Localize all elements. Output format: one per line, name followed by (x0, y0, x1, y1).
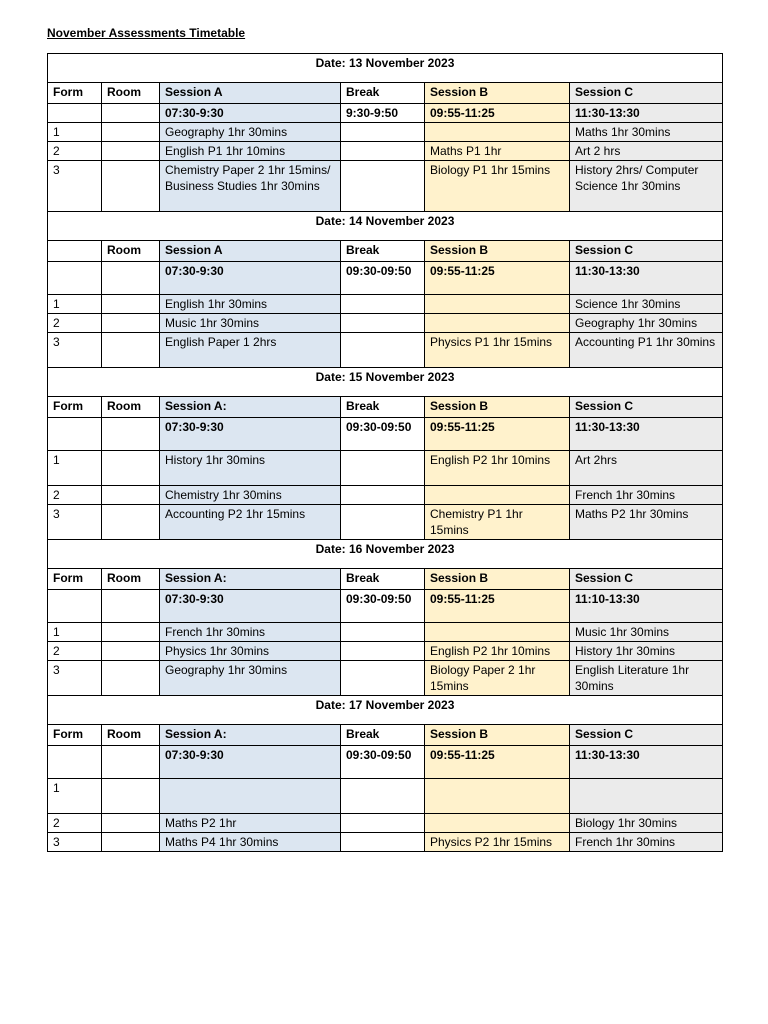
table-row (48, 295, 723, 314)
cell-session-c: Biology 1hr 30mins (570, 814, 723, 833)
column-header-session-a: Session A: (160, 725, 341, 746)
cell-session-b (425, 295, 570, 314)
cell-session-c: French 1hr 30mins (570, 486, 723, 505)
column-header-session-b: Session B (425, 397, 570, 418)
cell-session-c (570, 779, 723, 814)
cell-session-c: French 1hr 30mins (570, 833, 723, 852)
cell-form: 1 (48, 779, 102, 814)
cell-session-c: Art 2hrs (570, 451, 723, 486)
table-row (48, 161, 723, 212)
cell-room (102, 451, 160, 486)
cell-break (341, 295, 425, 314)
column-header-room: Room (102, 241, 160, 262)
column-header-room: Room (102, 83, 160, 104)
table-row (48, 623, 723, 642)
cell-session-a: Maths P4 1hr 30mins (160, 833, 341, 852)
cell-form: 3 (48, 333, 102, 368)
date-row (48, 368, 723, 397)
session-time-session-b: 09:55-11:25 (425, 590, 570, 623)
header-row (48, 83, 723, 104)
date-heading: Date: 16 November 2023 (48, 540, 723, 569)
cell-form: 3 (48, 161, 102, 212)
session-time-break: 9:30-9:50 (341, 104, 425, 123)
session-time-session-a: 07:30-9:30 (160, 746, 341, 779)
cell-session-b (425, 314, 570, 333)
session-time-session-c: 11:30-13:30 (570, 418, 723, 451)
session-times-row (48, 104, 723, 123)
column-header-session-c: Session C (570, 397, 723, 418)
cell-session-b: Physics P1 1hr 15mins (425, 333, 570, 368)
cell-form: 2 (48, 814, 102, 833)
session-time-room (102, 418, 160, 451)
table-row (48, 333, 723, 368)
session-time-form (48, 104, 102, 123)
date-heading: Date: 15 November 2023 (48, 368, 723, 397)
column-header-session-b: Session B (425, 241, 570, 262)
session-time-session-c: 11:30-13:30 (570, 262, 723, 295)
column-header-room: Room (102, 569, 160, 590)
column-header-session-c: Session C (570, 725, 723, 746)
cell-session-b (425, 486, 570, 505)
session-time-break: 09:30-09:50 (341, 590, 425, 623)
column-header-room: Room (102, 725, 160, 746)
cell-room (102, 314, 160, 333)
cell-session-b (425, 814, 570, 833)
cell-form: 3 (48, 833, 102, 852)
cell-form: 1 (48, 451, 102, 486)
column-header-form (48, 241, 102, 262)
cell-break (341, 623, 425, 642)
date-row (48, 540, 723, 569)
session-time-form (48, 418, 102, 451)
cell-session-b: Maths P1 1hr (425, 142, 570, 161)
cell-room (102, 161, 160, 212)
cell-session-b: English P2 1hr 10mins (425, 642, 570, 661)
cell-room (102, 333, 160, 368)
cell-session-c: History 1hr 30mins (570, 642, 723, 661)
cell-room (102, 642, 160, 661)
column-header-break: Break (341, 725, 425, 746)
date-heading: Date: 14 November 2023 (48, 212, 723, 241)
table-row (48, 833, 723, 852)
cell-form: 2 (48, 642, 102, 661)
session-times-row (48, 418, 723, 451)
cell-session-a: Geography 1hr 30mins (160, 123, 341, 142)
cell-break (341, 661, 425, 696)
cell-break (341, 833, 425, 852)
session-time-break: 09:30-09:50 (341, 418, 425, 451)
session-time-form (48, 590, 102, 623)
column-header-session-a: Session A: (160, 569, 341, 590)
table-row (48, 505, 723, 540)
session-time-room (102, 746, 160, 779)
cell-session-b (425, 623, 570, 642)
cell-form: 1 (48, 123, 102, 142)
column-header-session-b: Session B (425, 725, 570, 746)
table-row (48, 486, 723, 505)
table-row (48, 642, 723, 661)
cell-room (102, 661, 160, 696)
cell-session-a: Maths P2 1hr (160, 814, 341, 833)
document-title: November Assessments Timetable (47, 26, 246, 40)
column-header-break: Break (341, 241, 425, 262)
session-time-session-a: 07:30-9:30 (160, 104, 341, 123)
cell-session-c: English Literature 1hr 30mins (570, 661, 723, 696)
cell-break (341, 123, 425, 142)
session-time-session-b: 09:55-11:25 (425, 746, 570, 779)
session-times-row (48, 590, 723, 623)
cell-session-c: Music 1hr 30mins (570, 623, 723, 642)
cell-session-a (160, 779, 341, 814)
table-row (48, 779, 723, 814)
cell-form: 2 (48, 314, 102, 333)
cell-room (102, 814, 160, 833)
session-time-form (48, 746, 102, 779)
cell-room (102, 486, 160, 505)
session-time-session-a: 07:30-9:30 (160, 590, 341, 623)
cell-session-b (425, 123, 570, 142)
cell-session-c: Maths 1hr 30mins (570, 123, 723, 142)
column-header-break: Break (341, 569, 425, 590)
cell-session-b: Physics P2 1hr 15mins (425, 833, 570, 852)
column-header-session-a: Session A (160, 83, 341, 104)
column-header-form: Form (48, 397, 102, 418)
cell-room (102, 833, 160, 852)
cell-room (102, 779, 160, 814)
date-heading: Date: 13 November 2023 (48, 54, 723, 83)
cell-session-b: Chemistry P1 1hr 15mins (425, 505, 570, 540)
cell-session-a: French 1hr 30mins (160, 623, 341, 642)
session-time-break: 09:30-09:50 (341, 746, 425, 779)
column-header-session-a: Session A: (160, 397, 341, 418)
cell-break (341, 142, 425, 161)
column-header-session-c: Session C (570, 83, 723, 104)
cell-break (341, 642, 425, 661)
cell-break (341, 314, 425, 333)
session-time-room (102, 262, 160, 295)
cell-break (341, 486, 425, 505)
column-header-form: Form (48, 569, 102, 590)
cell-session-b: English P2 1hr 10mins (425, 451, 570, 486)
cell-session-a: Physics 1hr 30mins (160, 642, 341, 661)
cell-session-a: Music 1hr 30mins (160, 314, 341, 333)
column-header-break: Break (341, 397, 425, 418)
column-header-form: Form (48, 725, 102, 746)
column-header-session-a: Session A (160, 241, 341, 262)
cell-session-c: Art 2 hrs (570, 142, 723, 161)
date-row (48, 212, 723, 241)
cell-session-b: Biology P1 1hr 15mins (425, 161, 570, 212)
cell-break (341, 451, 425, 486)
session-time-session-c: 11:10-13:30 (570, 590, 723, 623)
session-time-session-b: 09:55-11:25 (425, 104, 570, 123)
cell-session-a: English P1 1hr 10mins (160, 142, 341, 161)
cell-break (341, 333, 425, 368)
cell-form: 3 (48, 505, 102, 540)
cell-break (341, 161, 425, 212)
header-row (48, 569, 723, 590)
session-times-row (48, 746, 723, 779)
session-time-form (48, 262, 102, 295)
table-row (48, 814, 723, 833)
cell-session-a: Geography 1hr 30mins (160, 661, 341, 696)
assessments-timetable (47, 53, 723, 852)
header-row (48, 241, 723, 262)
table-row (48, 451, 723, 486)
date-row (48, 696, 723, 725)
cell-break (341, 779, 425, 814)
session-time-room (102, 590, 160, 623)
cell-session-a: English Paper 1 2hrs (160, 333, 341, 368)
session-time-session-c: 11:30-13:30 (570, 746, 723, 779)
cell-session-b (425, 779, 570, 814)
cell-session-a: History 1hr 30mins (160, 451, 341, 486)
cell-session-c: Science 1hr 30mins (570, 295, 723, 314)
cell-session-b: Biology Paper 2 1hr 15mins (425, 661, 570, 696)
table-row (48, 123, 723, 142)
cell-form: 2 (48, 486, 102, 505)
session-time-break: 09:30-09:50 (341, 262, 425, 295)
cell-room (102, 295, 160, 314)
column-header-form: Form (48, 83, 102, 104)
cell-session-a: English 1hr 30mins (160, 295, 341, 314)
cell-form: 1 (48, 295, 102, 314)
column-header-session-b: Session B (425, 83, 570, 104)
session-time-session-b: 09:55-11:25 (425, 262, 570, 295)
session-time-session-b: 09:55-11:25 (425, 418, 570, 451)
column-header-break: Break (341, 83, 425, 104)
cell-room (102, 123, 160, 142)
cell-session-c: Geography 1hr 30mins (570, 314, 723, 333)
column-header-session-b: Session B (425, 569, 570, 590)
cell-session-c: Accounting P1 1hr 30mins (570, 333, 723, 368)
table-row (48, 661, 723, 696)
cell-form: 2 (48, 142, 102, 161)
cell-session-a: Chemistry 1hr 30mins (160, 486, 341, 505)
column-header-session-c: Session C (570, 569, 723, 590)
header-row (48, 397, 723, 418)
cell-form: 3 (48, 661, 102, 696)
session-time-session-c: 11:30-13:30 (570, 104, 723, 123)
cell-room (102, 505, 160, 540)
table-row (48, 314, 723, 333)
session-time-session-a: 07:30-9:30 (160, 418, 341, 451)
table-row (48, 142, 723, 161)
column-header-room: Room (102, 397, 160, 418)
cell-session-c: History 2hrs/ Computer Science 1hr 30mins (570, 161, 723, 212)
cell-break (341, 814, 425, 833)
session-times-row (48, 262, 723, 295)
cell-session-a: Accounting P2 1hr 15mins (160, 505, 341, 540)
session-time-session-a: 07:30-9:30 (160, 262, 341, 295)
date-row (48, 54, 723, 83)
cell-room (102, 623, 160, 642)
cell-form: 1 (48, 623, 102, 642)
cell-session-c: Maths P2 1hr 30mins (570, 505, 723, 540)
session-time-room (102, 104, 160, 123)
column-header-session-c: Session C (570, 241, 723, 262)
date-heading: Date: 17 November 2023 (48, 696, 723, 725)
cell-break (341, 505, 425, 540)
cell-session-a: Chemistry Paper 2 1hr 15mins/ Business Studies 1hr 30mins (160, 161, 341, 212)
cell-room (102, 142, 160, 161)
header-row (48, 725, 723, 746)
